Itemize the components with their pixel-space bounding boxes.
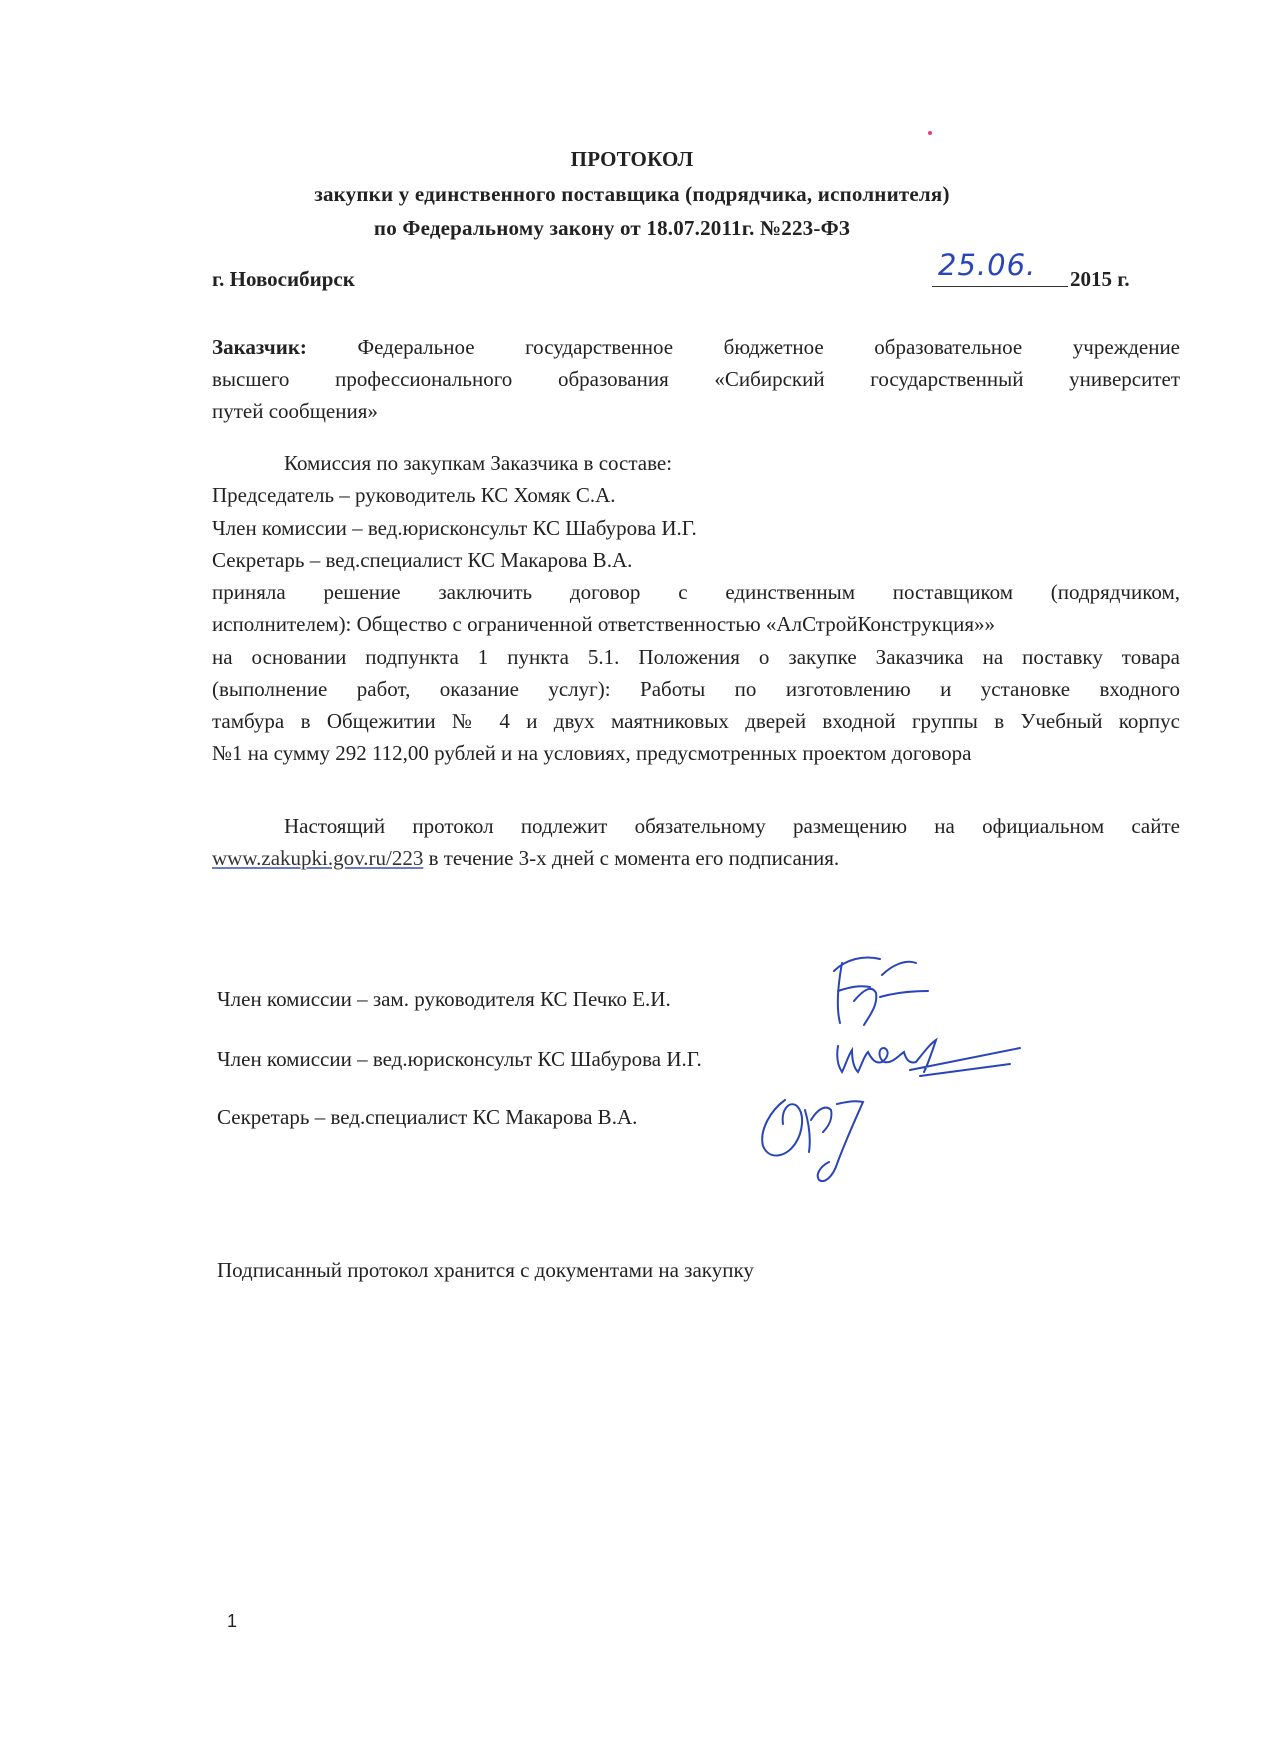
commission-intro: Комиссия по закупкам Заказчика в составе: [284,451,673,475]
page-number: 1 [227,1611,238,1631]
signature-pechko-icon [820,945,970,1040]
document-title: ПРОТОКОЛ [570,147,694,171]
publication-rest: в течение 3-х дней с момента его подписания. [423,846,840,870]
customer-text-1: Федеральное государственное бюджетное образовательное учреждение [357,335,1181,359]
signature-line-makarova: Секретарь – вед.специалист КС Макарова В.А. [217,1105,638,1129]
date-underline [932,286,1068,287]
decision-line-3: на основании подпункта 1 пункта 5.1. Положения о закупке Заказчика на поставку товара [212,645,1180,669]
commission-member: Председатель – руководитель КС Хомяк С.А. [212,483,616,507]
ink-dot [928,131,932,135]
customer-line-1 [212,335,1180,360]
decision-line-6: №1 на сумму 292 112,00 рублей и на условиях, предусмотренных проектом договора [212,741,972,765]
document-subtitle: закупки у единственного поставщика (подрядчика, исполнителя) [314,182,950,206]
footer-note: Подписанный протокол хранится с документами на закупку [217,1258,754,1282]
signature-line-shaburova: Член комиссии – вед.юрисконсульт КС Шабурова И.Г. [217,1047,702,1071]
customer-line-3: путей сообщения» [212,399,378,423]
decision-line-2: исполнителем): Общество с ограниченной ответственностью «АлСтройКонструкция»» [212,612,995,636]
city: г. Новосибирск [212,267,355,291]
date-year: 2015 г. [1070,267,1130,291]
handwritten-date: 25.06. [938,248,1037,282]
commission-member: Член комиссии – вед.юрисконсульт КС Шабурова И.Г. [212,516,697,540]
decision-line-1: приняла решение заключить договор с единственным поставщиком (подрядчиком, [212,580,1180,604]
signature-line-pechko: Член комиссии – зам. руководителя КС Печко Е.И. [217,987,671,1011]
law-reference: по Федеральному закону от 18.07.2011г. №223-ФЗ [373,216,851,240]
zakupki-link[interactable]: www.zakupki.gov.ru/223 [212,846,424,870]
publication-line-1: Настоящий протокол подлежит обязательному размещению на официальном сайте [284,814,1180,838]
publication-line-2 [212,846,839,871]
commission-member: Секретарь – вед.специалист КС Макарова В.А. [212,548,633,572]
customer-line-2: высшего профессионального образования «Сибирский государственный университет [212,367,1180,391]
signature-makarova-icon [745,1080,885,1190]
decision-line-5: тамбура в Общежитии № 4 и двух маятниковых дверей входной группы в Учебный корпус [212,709,1180,733]
customer-label: Заказчик: [212,335,307,359]
signature-shaburova-icon [820,1030,1030,1085]
decision-line-4: (выполнение работ, оказание услуг): Работы по изготовлению и установке входного [212,677,1180,701]
document-date [928,248,1143,291]
